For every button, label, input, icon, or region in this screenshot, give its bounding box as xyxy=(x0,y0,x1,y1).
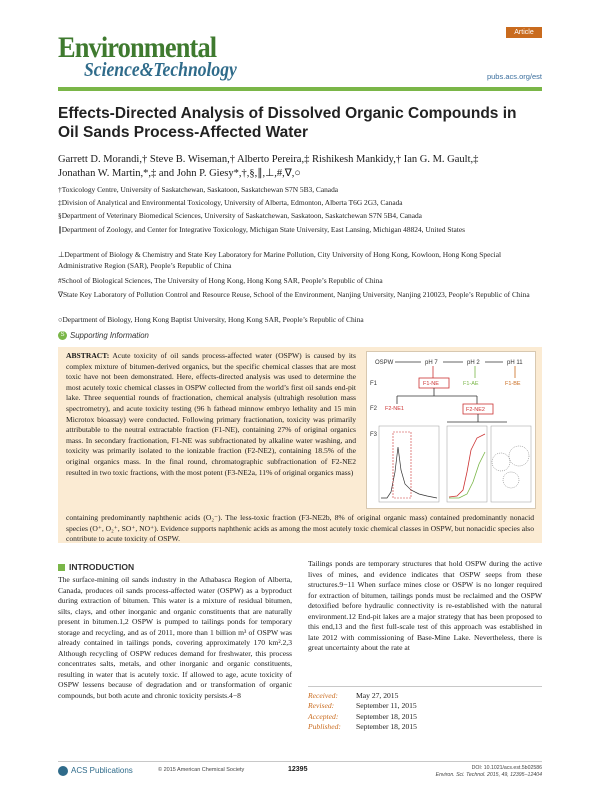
abstract-text-continued: containing predominantly naphthenic acids (O₂⁻). The less-toxic fraction (F3-NE2b, 8% of original organic mass) contained predominantly nonacid species (O⁺, O₂⁺, SO⁺, NO⁺). Evidence supports naphthenic acids as among the most acutely toxic chemical classes in OSPW, but nonacidic species also contribute to acute toxicity of OSPW. xyxy=(66,513,534,544)
author-line-2: Jonathan W. Martin,*,‡ and John P. Giesy*,†,§,∥,⊥,#,∇,○ xyxy=(58,168,301,179)
publisher-name: ACS Publications xyxy=(71,766,133,776)
abstract-body-part1: Acute toxicity of oil sands process-affected water (OSPW) is caused by its complex mixture of bitumen-derived organics, but the specific chemical classes that are most toxic have not been demonstrated. Here, effects-directed analysis was used to determine the most acutely toxic chemical classes in OSPW collected from the world’s first oil sands end-pit lake. Three sequential rounds of fractionation, chemical analysis (ultrahigh resolution mass spectrometry), and acute toxicity testing (96 h fathead minnow embryo lethality and 15 min Microtox bioassay) were conducted. Following primary fractionation, toxicity was primarily attributable to the neutral extractable fraction (F1-NE), containing 27% of original organics mass. In secondary fractionation, F1-NE was subfractionated by alkaline water washing, and toxicity was primarily isolated to the ionizable fraction (F2-NE2), containing 18.5% of the original organics mass. In the final round, chromatographic subfractionation of F2-NE2 resulted in two toxic fractions, with the most potent (F3-NE2a, 11% of original organics mass) xyxy=(66,351,356,477)
affiliation: #School of Biological Sciences, The University of Hong Kong, Hong Kong SAR, People’s Republic of China xyxy=(58,276,383,285)
toc-fraction-label: F1-AE xyxy=(463,381,479,387)
introduction-heading-label: INTRODUCTION xyxy=(69,562,135,572)
intro-column-right: Tailings ponds are temporary structures that hold OSPW during the active lives of mines, and evidence indicates that OSPW seeps from these structures.9−11 When surface mines close or OSPW is no longer required for extraction of bitumen, tailings ponds must be reclaimed and the OSPW detoxified before hydraulic connectivity is re-established with the natural environment.12 End-pit lakes are a major strategy that has been proposed to this end,13 and the first full-scale test of this approach was established in late 2012 with commissioning of Base-Mine Lake. Nevertheless, there is great uncertainty about the rate at xyxy=(308,559,542,652)
date-row xyxy=(308,722,542,732)
page-number: 12395 xyxy=(288,766,308,773)
article-type-badge: Article xyxy=(506,27,542,38)
affiliation: ○Department of Biology, Hong Kong Baptist University, Hong Kong SAR, People’s Republic of China xyxy=(58,315,364,324)
copyright-notice: © 2015 American Chemical Society xyxy=(158,767,245,773)
affiliation: †Toxicology Centre, University of Saskatchewan, Saskatoon, Saskatchewan S7N 5B3, Canada xyxy=(58,185,339,194)
toc-header-label: pH 11 xyxy=(507,360,523,366)
date-value: September 18, 2015 xyxy=(356,722,417,732)
journal-logo-line2: Science&Technology xyxy=(84,59,237,81)
citation-text: Environ. Sci. Technol. 2015, 49, 12395−12404 xyxy=(435,772,542,778)
header-divider xyxy=(58,87,542,91)
date-label: Published: xyxy=(308,722,341,732)
toc-row-label: F3 xyxy=(370,432,378,438)
journal-logo-line1: Environmental xyxy=(58,31,217,64)
article-title: Effects-Directed Analysis of Dissolved Organic Compounds in Oil Sands Process-Affected Water xyxy=(58,105,517,141)
date-label: Received: xyxy=(308,691,338,700)
date-value: September 18, 2015 xyxy=(356,711,417,721)
toc-graphic xyxy=(366,351,536,509)
affiliation: ⊥Department of Biology & Chemistry and State Key Laboratory for Marine Pollution, City University of Hong Kong, Kowloon, Hong Kong Special Administrative Region (SAR), People’s Republic of China xyxy=(58,250,502,270)
introduction-heading xyxy=(58,562,134,572)
affiliation: ∇State Key Laboratory of Pollution Control and Resource Reuse, School of the Environment, Nanjing University, Nanjing 210023, People’s Republic of China xyxy=(58,290,530,299)
toc-header-label: pH 2 xyxy=(467,360,480,366)
doi-link[interactable]: DOI: 10.1021/acs.est.5b02586 xyxy=(471,765,542,771)
toc-fraction-label: F1-BE xyxy=(505,381,521,387)
supporting-info-link[interactable] xyxy=(58,331,149,340)
toc-header-label: pH 7 xyxy=(425,360,438,366)
date-row xyxy=(308,691,542,701)
date-row xyxy=(308,701,542,711)
toc-fraction-label: F2-NE1 xyxy=(385,406,404,412)
date-row xyxy=(308,712,542,722)
toc-fraction-label: F2-NE2 xyxy=(466,407,485,413)
journal-url-link[interactable]: pubs.acs.org/est xyxy=(486,72,542,81)
date-value: September 11, 2015 xyxy=(356,701,417,711)
abstract-label: ABSTRACT: xyxy=(66,351,110,360)
supporting-info-icon: S xyxy=(58,331,67,340)
publisher-logo[interactable] xyxy=(58,766,133,776)
abstract-text xyxy=(66,351,356,478)
affiliation: ‡Division of Analytical and Environmental Toxicology, University of Alberta, Edmonton, Alberta T6G 2G3, Canada xyxy=(58,198,403,207)
toc-row-label: F2 xyxy=(370,406,378,412)
section-marker-icon xyxy=(58,564,65,571)
author-line-1: Garrett D. Morandi,† Steve B. Wiseman,† Alberto Pereira,‡ Rishikesh Mankidy,† Ian G. M. Gault,‡ xyxy=(58,154,479,165)
doi-citation xyxy=(436,765,542,779)
intro-column-left: The surface-mining oil sands industry in the Athabasca Region of Alberta, Canada, produces oil sands process-affected water (OSPW) as a byproduct during extraction of bitumen. This water is a mixture of residual bitumen, silts, clays, and other inorganic and organic constituents that are naturally present in bitumen.1,2 OSPW is pumped to tailings ponds for temporary storage and recycling, and as of 2011, more than 1 billion m³ of OSPW was already contained in tailings ponds, covering approximately 170 km².2,3 Although recycling of OSPW reduces demand for freshwater, this process concentrates salts, metals, and other inorganic and organic constituents, resulting in water that is acutely toxic. If allowed to age, acute toxicity of OSPW lessens because of degradation and or transformation of organic compounds, but both acute and chronic toxicity persists.4−8 xyxy=(58,575,292,700)
toc-row-label: F1 xyxy=(370,381,378,387)
date-label: Revised: xyxy=(308,701,335,711)
affiliation: §Department of Veterinary Biomedical Sciences, University of Saskatchewan, Saskatoon, Saskatchewan S7N 5B4, Canada xyxy=(58,211,422,220)
acs-logo-icon xyxy=(58,766,68,776)
affiliation: ∥Department of Zoology, and Center for Integrative Toxicology, Michigan State University, East Lansing, Michigan 48824, United States xyxy=(58,225,465,234)
date-label: Accepted: xyxy=(308,711,339,721)
publication-dates xyxy=(308,686,542,733)
supporting-info-label: Supporting Information xyxy=(70,331,149,340)
author-list xyxy=(58,153,542,181)
toc-header-label: OSPW xyxy=(375,360,394,366)
footer-divider xyxy=(58,761,542,762)
date-value: May 27, 2015 xyxy=(356,691,399,700)
toc-fraction-label: F1-NE xyxy=(423,381,439,387)
